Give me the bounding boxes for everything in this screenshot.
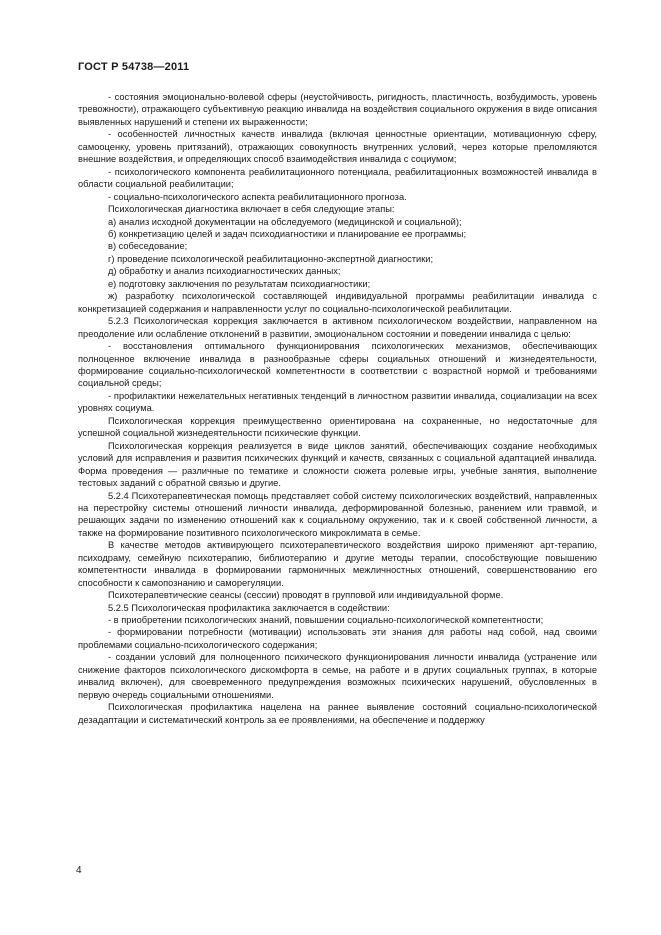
- body-paragraph: ж) разработку психологической составляющей индивидуальной программы реабилитации инвалида с конкретизацией содержания и направленности услуг по социально-психологической реабилитации.: [78, 291, 597, 314]
- body-paragraph: е) подготовку заключения по результатам психодиагностики;: [108, 278, 371, 289]
- body-paragraph: - социально-психологического аспекта реабилитационного прогноза.: [108, 191, 407, 202]
- body-paragraph: б) конкретизацию целей и задач психодиагностики и планирование ее программы;: [108, 228, 467, 239]
- body-paragraph: Психологическая профилактика нацелена на раннее выявление состояний социально-психологической дезадаптации и систематический контроль за ее проявлениями, на обеспечение и поддержку: [78, 702, 597, 725]
- body-paragraph: 5.2.3 Психологическая коррекция заключается в активном психологическом воздействии, направленном на преодоление или ослабление отклонений в развитии, эмоциональном состоянии и поведении инвалида с целью:: [78, 316, 597, 339]
- body-paragraph: - профилактики нежелательных негативных тенденций в личностном развитии инвалида, социализации на всех уровнях социума.: [78, 390, 597, 414]
- body-paragraph: а) анализ исходной документации на обследуемого (медицинской и социальной);: [108, 216, 462, 227]
- document-header: ГОСТ Р 54738—2011: [78, 61, 190, 73]
- body-paragraph: г) проведение психологической реабилитационно-экспертной диагностики;: [108, 253, 434, 264]
- body-paragraph: - психологического компонента реабилитационного потенциала, реабилитационных возможностей инвалида в области социальной реабилитации;: [78, 166, 597, 190]
- body-paragraph: - особенностей личностных качеств инвалида (включая ценностные ориентации, мотивационную сферу, самооценку, уровень притязаний), отражающих совокупность внутренних условий, через которые преломляются внешние воздействия, и определяющих способ взаимодействия инвалида с социумом;: [78, 129, 597, 165]
- body-paragraph: - состояния эмоционально-волевой сферы (неустойчивость, ригидность, пластичность, возбудимость, уровень тревожности), отражающего субъективную реакцию инвалида на воздействия социального окружения в виде описания выявленных нарушений и степени их выраженности;: [78, 92, 597, 127]
- body-paragraph: - создании условий для полноценного психического функционирования личности инвалида (устранение или снижение факторов психологического дискомфорта в семье, на работе и в других социальных группах, в которые инвалид включен), для своевременного предупреждения возможных психических нарушений, обусловленных в первую очередь социальными отношениями.: [78, 652, 597, 700]
- body-paragraph: 5.2.4 Психотерапевтическая помощь представляет собой систему психологических воздействий, направленных на перестройку системы отношений личности инвалида, деформированной болезнью, ранением или травмой, и решающих задачи по изменению отношений как к социальному окружению, так и к своей собственной личности, а также на формирование позитивного психологического микроклимата в семье.: [78, 490, 597, 538]
- body-paragraph: Психологическая диагностика включает в себя следующие этапы:: [108, 204, 395, 215]
- body-paragraph: 5.2.5 Психологическая профилактика заключается в содействии:: [108, 602, 390, 613]
- body-paragraph: - формировании потребности (мотивации) использовать эти знания для работы над собой, над своими проблемами социально-психологического содержания;: [78, 627, 597, 650]
- body-paragraph: д) обработку и анализ психодиагностических данных;: [108, 266, 341, 277]
- body-paragraph: Психологическая коррекция реализуется в виде циклов занятий, обеспечивающих создание необходимых условий для исправления и развития психических функций и качеств, связанных с социальной адаптацией инвалида. Форма проведения — различные по тематике и сложности сюжета ролевые игры, учебные занятия, выполнение тестовых заданий с обратной связью и другие.: [78, 440, 597, 489]
- body-paragraph: - в приобретении психологических знаний, повышении социально-психологической компетентности;: [108, 615, 544, 626]
- body-paragraph: в) собеседование;: [108, 241, 188, 252]
- page-number: 4: [76, 865, 82, 876]
- body-paragraph: Психотерапевтические сеансы (сессии) проводят в групповой или индивидуальной форме.: [108, 590, 504, 601]
- body-paragraph: Психологическая коррекция преимущественно ориентирована на сохраненные, но недостаточные для успешной социальной жизнедеятельности психические функции.: [78, 415, 597, 439]
- document-body: [78, 91, 597, 726]
- body-paragraph: В качестве методов активирующего психотерапевтического воздействия широко применяют арт-терапию, психодраму, семейную психотерапию, библиотерапию и другие методы терапии, способствующие повышению компетентности инвалида в формировании гармоничных межличностных отношений, совершенствованию его способности к самопознанию и саморегуляции.: [78, 540, 597, 588]
- body-paragraph: - восстановления оптимального функционирования психологических механизмов, обеспечивающих полноценное включение инвалида в разнообразные сферы социальных отношений и жизнедеятельности, формирование социально-психологической компетентности в соответствии с возрастной нормой и требованиями социальной среды;: [78, 341, 597, 389]
